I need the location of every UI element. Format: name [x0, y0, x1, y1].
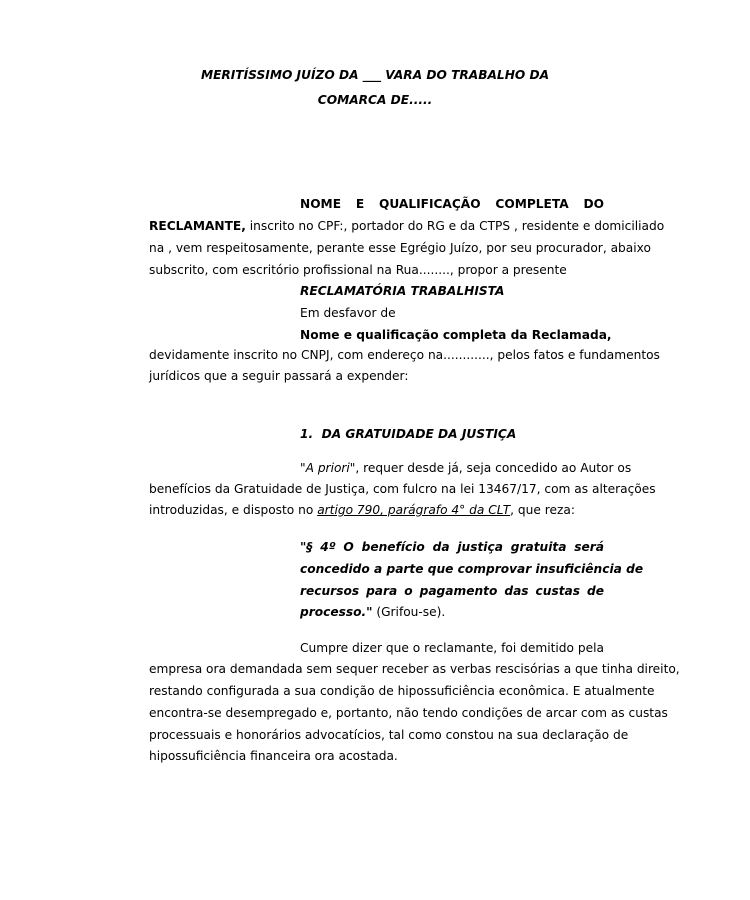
plaintiff-qualification-line: subscrito, com escritório profissional na Rua........, propor a presente	[149, 263, 567, 277]
heading-word: NOME	[300, 197, 342, 211]
respondent-line: jurídicos que a seguir passará a expender:	[149, 369, 409, 383]
section-number: 1.	[300, 427, 314, 441]
court-address-line-2: COMARCA DE.....	[317, 93, 433, 107]
paragraph-line: encontra-se desempregado e, portanto, não tendo condições de arcar com as custas	[149, 706, 668, 720]
plaintiff-qualification-heading	[300, 197, 604, 211]
heading-word: QUALIFICAÇÃO	[379, 197, 481, 211]
quote-line: recursos para o pagamento das custas de	[300, 584, 604, 598]
paragraph-line: introduzidas, e disposto no artigo 790, parágrafo 4° da CLT, que reza:	[149, 503, 575, 517]
plaintiff-qualification-line: na , vem respeitosamente, perante esse Egrégio Juízo, por seu procurador, abaixo	[149, 241, 651, 255]
respondent-qualification-heading: Nome e qualificação completa da Reclamada,	[300, 328, 612, 342]
quote-line: processo." (Grifou-se).	[300, 605, 446, 619]
action-title: RECLAMATÓRIA TRABALHISTA	[300, 284, 505, 298]
court-address-line-1: MERITÍSSIMO JUÍZO DA ___ VARA DO TRABALHO DA	[200, 68, 550, 82]
paragraph-line: processuais e honorários advocatícios, tal como constou na sua declaração de	[149, 728, 629, 742]
law-reference: artigo 790, parágrafo 4° da CLT	[317, 503, 511, 517]
section-title: DA GRATUIDADE DA JUSTIÇA	[321, 427, 517, 441]
plaintiff-qualification-line: RECLAMANTE, inscrito no CPF:, portador do RG e da CTPS , residente e domiciliado	[149, 219, 665, 233]
quote-line: "§ 4º O benefício da justiça gratuita será	[300, 540, 604, 554]
paragraph-line: benefícios da Gratuidade de Justiça, com fulcro na lei 13467/17, com as alterações	[149, 482, 656, 496]
against-label: Em desfavor de	[300, 306, 396, 320]
paragraph-line: hipossuficiência financeira ora acostada.	[149, 749, 398, 763]
heading-word: COMPLETA	[495, 197, 569, 211]
quote-note: (Grifou-se).	[372, 605, 446, 619]
respondent-line: devidamente inscrito no CNPJ, com endereço na............, pelos fatos e fundamentos	[149, 348, 660, 362]
paragraph-line: "A priori", requer desde já, seja concedido ao Autor os	[300, 461, 632, 475]
heading-word: DO	[583, 197, 604, 211]
heading-word: E	[355, 197, 365, 211]
quote-line: concedido a parte que comprovar insuficiência de	[300, 562, 644, 576]
paragraph-line: restando configurada a sua condição de hipossuficiência econômica. E atualmente	[149, 684, 655, 698]
paragraph-line: Cumpre dizer que o reclamante, foi demitido pela	[300, 641, 604, 655]
paragraph-line: empresa ora demandada sem sequer receber as verbas rescisórias a que tinha direito,	[149, 662, 680, 676]
section-heading	[300, 427, 516, 441]
